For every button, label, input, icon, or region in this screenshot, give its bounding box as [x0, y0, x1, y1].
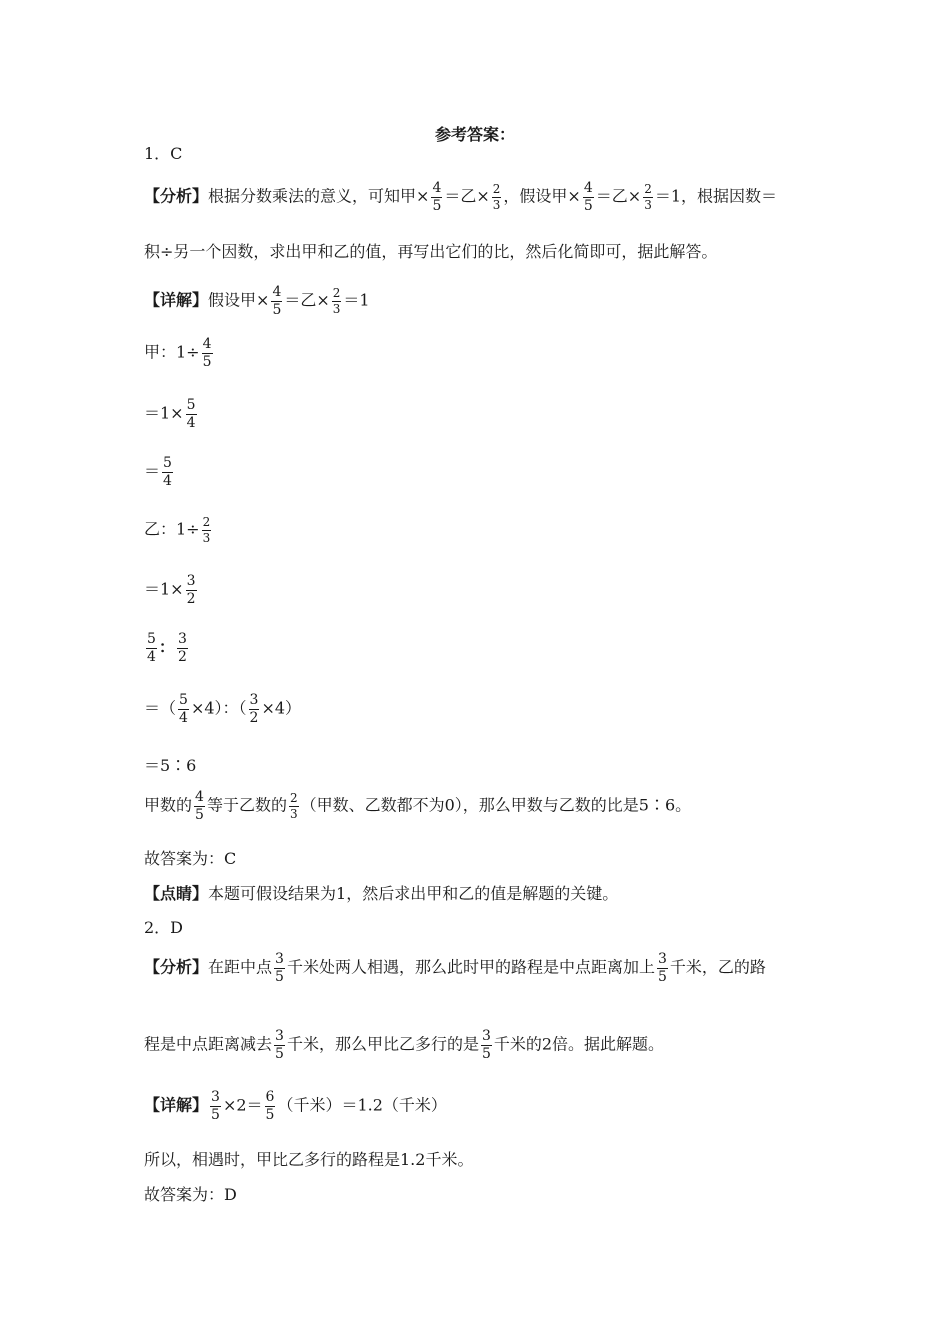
q2-summary: 所以，相遇时，甲比乙多行的路程是1.2千米。 [144, 1150, 474, 1169]
q2-answer: 故答案为：D [144, 1185, 237, 1204]
q1-step-6: $\frac{5}{4}$ ： $\frac{3}{2}$ [147, 631, 187, 665]
q1-step-2: ＝1× $\frac{5}{4}$ [144, 397, 196, 431]
fraction: $\frac{2}{3}$ [289, 791, 298, 821]
fraction: $\frac{5}{4}$ [179, 692, 188, 726]
fraction: $\frac{3}{2}$ [249, 692, 259, 726]
q1-answer: 故答案为：C [144, 849, 237, 868]
q1-step-1: 甲：1÷ $\frac{4}{5}$ [144, 336, 212, 370]
fraction: $\frac{3}{5}$ [275, 1028, 284, 1062]
detail-tag: 【详解】 [144, 1095, 209, 1115]
q1-step-8: ＝5∶6 [144, 756, 197, 775]
fraction: $\frac{4}{5}$ [272, 284, 282, 318]
fraction: $\frac{3}{5}$ [275, 951, 284, 985]
analysis-tag: 【分析】 [144, 957, 209, 977]
fraction: $\frac{2}{3}$ [644, 182, 652, 212]
q1-step-7: ＝（ $\frac{5}{4}$ ×4）：（ $\frac{3}{2}$ ×4） [144, 692, 302, 726]
q1-analysis-line2: 积÷另一个因数，求出甲和乙的值，再写出它们的比，然后化简即可，据此解答。 [144, 242, 718, 261]
q2-detail-line: 【详解】 $\frac{3}{5}$ ×2＝ $\frac{6}{5}$ （千米）＝1.2（千米） [144, 1089, 447, 1123]
fraction: $\frac{6}{5}$ [265, 1089, 275, 1123]
q2-number: 2．D [144, 918, 184, 937]
q1-analysis-line1: 【分析】根据分数乘法的意义，可知甲× $\frac{4}{5}$ ＝乙× $\frac{2}{3}$ ，假设甲× $\frac{4}{5}$ ＝乙× $\frac{2}{3}$ ＝1，根据因数＝ [144, 180, 778, 214]
fraction: $\frac{3}{2}$ [186, 573, 196, 607]
fraction: $\frac{2}{3}$ [332, 286, 341, 316]
q1-step-5: ＝1× $\frac{3}{2}$ [144, 573, 196, 607]
fraction: $\frac{3}{5}$ [481, 1028, 491, 1062]
q1-step-3: ＝ $\frac{5}{4}$ [144, 455, 172, 489]
detail-tag: 【详解】 [144, 290, 209, 310]
fraction: $\frac{3}{2}$ [177, 631, 187, 665]
fraction: $\frac{2}{3}$ [202, 515, 211, 545]
fraction: $\frac{4}{5}$ [583, 180, 593, 214]
fraction: $\frac{4}{5}$ [195, 789, 204, 823]
fraction: $\frac{2}{3}$ [492, 182, 501, 212]
fraction: $\frac{3}{5}$ [657, 951, 667, 985]
fraction: $\frac{5}{4}$ [147, 631, 156, 665]
q1-comment: 【点睛】本题可假设结果为1，然后求出甲和乙的值是解题的关键。 [144, 884, 619, 903]
q1-detail-line: 【详解】假设甲× $\frac{4}{5}$ ＝乙× $\frac{2}{3}$ ＝1 [144, 284, 370, 318]
analysis-tag: 【分析】 [144, 186, 209, 206]
fraction: $\frac{4}{5}$ [432, 180, 442, 214]
q2-analysis-line1: 【分析】在距中点 $\frac{3}{5}$ 千米处两人相遇，那么此时甲的路程是中点距离加上 $\frac{3}{5}$ 千米，乙的路 [144, 951, 766, 985]
q1-number: 1．C [144, 144, 183, 163]
fraction: $\frac{5}{4}$ [163, 455, 172, 489]
fraction: $\frac{5}{4}$ [186, 397, 196, 431]
q1-step-4: 乙：1÷ $\frac{2}{3}$ [144, 515, 211, 545]
fraction: $\frac{3}{5}$ [211, 1089, 220, 1123]
comment-tag: 【点睛】 [144, 884, 209, 903]
page-title: 参考答案： [434, 125, 515, 144]
q1-conclusion: 甲数的 $\frac{4}{5}$ 等于乙数的 $\frac{2}{3}$ （甲数、乙数都不为0），那么甲数与乙数的比是5∶6。 [144, 789, 692, 823]
fraction: $\frac{4}{5}$ [202, 336, 212, 370]
q2-analysis-line2: 程是中点距离减去 $\frac{3}{5}$ 千米，那么甲比乙多行的是 $\frac{3}{5}$ 千米的2倍。据此解题。 [144, 1028, 665, 1062]
